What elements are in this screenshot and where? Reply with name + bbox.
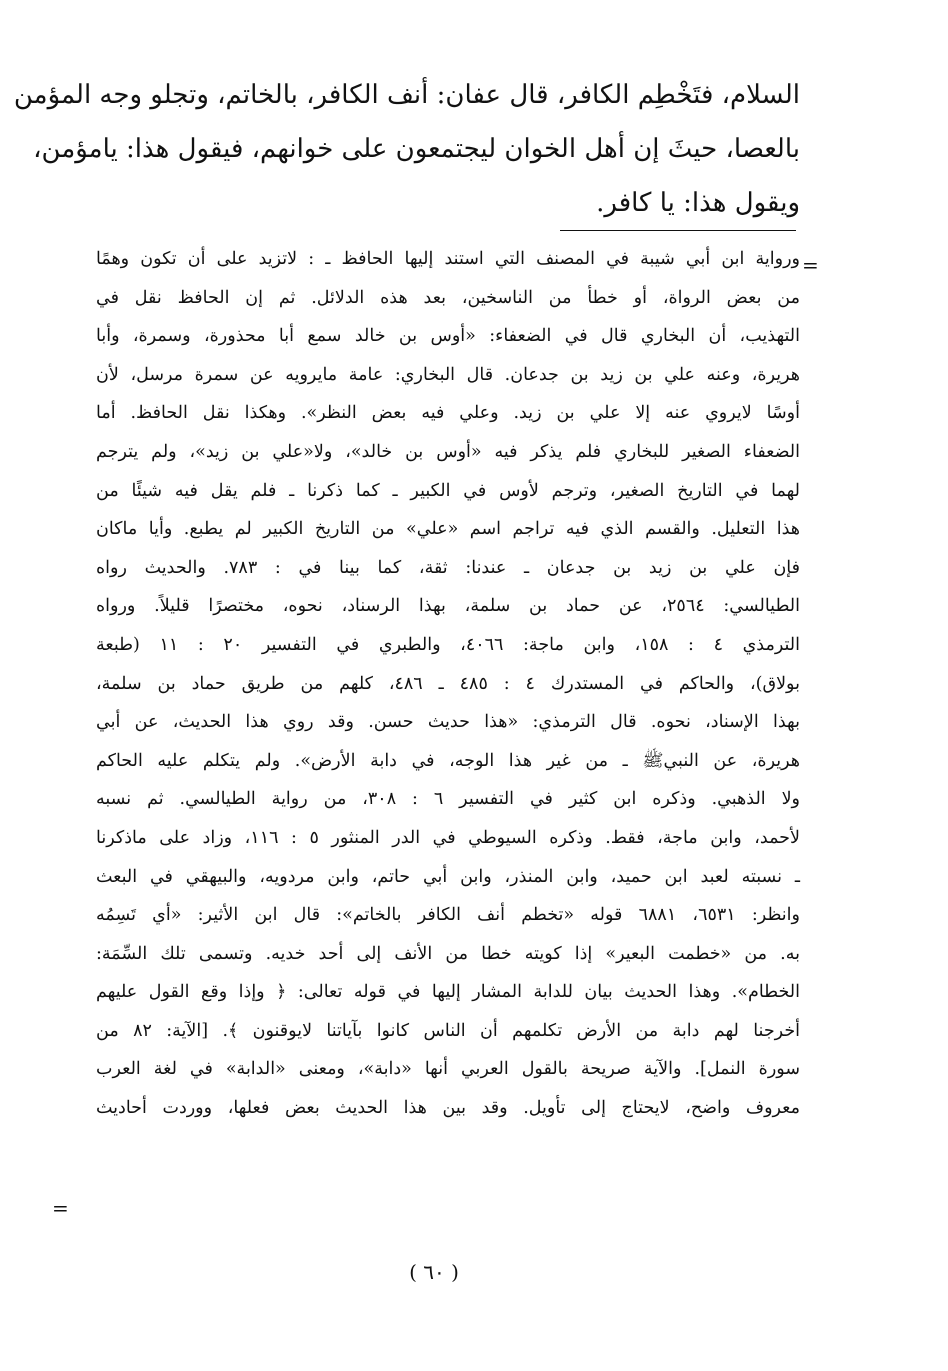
main-text-line: السلام، فتَخْطِم الكافر، قال عفان: أنف الكافر، بالخاتم، وتجلو وجه المؤمن [13,80,800,110]
footnote-line: معروف واضح، لايحتاج إلى تأويل. وقد بين هذا الحديث بعض فعلها، ووردت أحاديث [96,1098,800,1119]
footnote-line: الضعفاء الصغير للبخاري فلم يذكر فيه «أوس بن خالد»، ولا«علي بن زيد»، ولم يترجم [96,441,800,462]
footnote-line: بولاق)، والحاكم في المستدرك ٤ : ٤٨٥ ـ ٤٨٦، كلهم من طريق حماد بن سلمة، [96,673,800,694]
footnote-line: لهما في التاريخ الصغير، وترجم لأوس في الكبير ـ كما ذكرنا ـ فلم يقل فيه شيئًا من [96,480,800,501]
footnote-block [96,240,800,1128]
footnote-line: أخرجنا لهم دابة من الأرض تكلمهم أن الناس كانوا بآياتنا لايوقنون ﴾. [الآية: ٨٢ من [96,1020,800,1041]
main-text-block [13,68,800,230]
footnote-line: فإن علي بن زيد بن جدعان ـ عندنا: ثقة، كما بينا في : ٧٨٣. والحديث رواه [96,557,800,578]
footnote-line: هريرة، وعنه علي بن زيد بن جدعان. قال البخاري: عامة مايرويه عن سمرة مرسل، لأن [96,364,800,385]
footnote-line: لأحمد، وابن ماجة، فقط. وذكره السيوطي في الدر المنثور ٥ : ١١٦، وزاد على ماذكرنا [96,827,800,848]
main-text-line: ويقول هذا: يا كافر. [596,188,800,218]
footnote-line: هريرة، عن النبيﷺ ـ من غير هذا الوجه، في دابة الأرض». ولم يتكلم عليه الحاكم [96,750,800,771]
footnote-line: هذا التعليل. والقسم الذي فيه تراجم اسم «علي» من التاريخ الكبير لم يطبع. وأيا ماكان [96,519,800,540]
main-text-line: بالعصا، حيثَ إن أهل الخوان ليجتمعون على خوانهم، فيقول هذا: يامؤمن، [33,134,800,164]
footnote-line: الطيالسي: ٢٥٦٤، عن حماد بن سلمة، بهذا الرسناد، نحوه، مختصرًا قليلاً. ورواه [96,596,800,617]
footnote-line: بهذا الإسناد، نحوه. قال الترمذي: «هذا حديث حسن. وقد روي هذا الحديث، عن أبي [96,712,800,733]
footnote-line: أوسًا لايروي عنه إلا علي بن زيد. وعلي فيه بعض النظر». وهكذا نقل الحافظ. أما [96,403,800,424]
footnote-line: الترمذي ٤ : ١٥٨، وابن ماجة: ٤٠٦٦، والطبري في التفسير ٢٠ : ١١ (طبعة [96,634,800,655]
footnote-continuation-mark-bottom: = [52,1196,69,1220]
footnote-line: ولا الذهبي. وذكره ابن كثير في التفسير ٦ : ٣٠٨، من رواية الطيالسي. ثم نسبه [96,789,800,810]
footnote-line: ورواية ابن أبي شيبة في المصنف التي استند إليها الحافظ ـ : لاتزيد على أن تكون وهمًا [96,249,800,269]
footnote-line: وانظر: ٦٥٣١، ٦٨٨١ قوله «تخطم أنف الكافر بالخاتم»: قال ابن الأثير: «أي تَسِمُه [96,905,800,926]
page-number: ( ٦٠ ) [409,1260,459,1284]
footnote-line: من بعض الرواة، أو خطأ من الناسخين، بعد هذه الدلائل. ثم إن الحافظ نقل في [96,287,800,308]
footnote-separator [560,230,796,231]
footnote-line: التهذيب، أن البخاري قال في الضعفاء: «أوس بن خالد سمع أبا محذورة، وسمرة، وأبا [96,326,800,347]
footnote-line: به. من «خطمت البعير» إذا كويته خطا من الأنف إلى أحد خديه. وتسمى تلك السِّمَة: [96,943,800,964]
footnote-line: سورة النمل]. والآية صريحة بالقول العربي أنها «دابة»، ومعنى «الدابة» في لغة العرب [96,1059,800,1080]
footnote-continuation-mark-top: = [802,253,819,277]
footnote-line: ـ نسبته لعبد ابن حميد، وابن المنذر، وابن أبي حاتم، وابن مردويه، والبيهقي في البعث [96,866,800,887]
footnote-line: الخطام». وهذا الحديث بيان للدابة المشار إليها في قوله تعالى: ﴿ وإذا وقع القول عليهم [96,982,800,1003]
